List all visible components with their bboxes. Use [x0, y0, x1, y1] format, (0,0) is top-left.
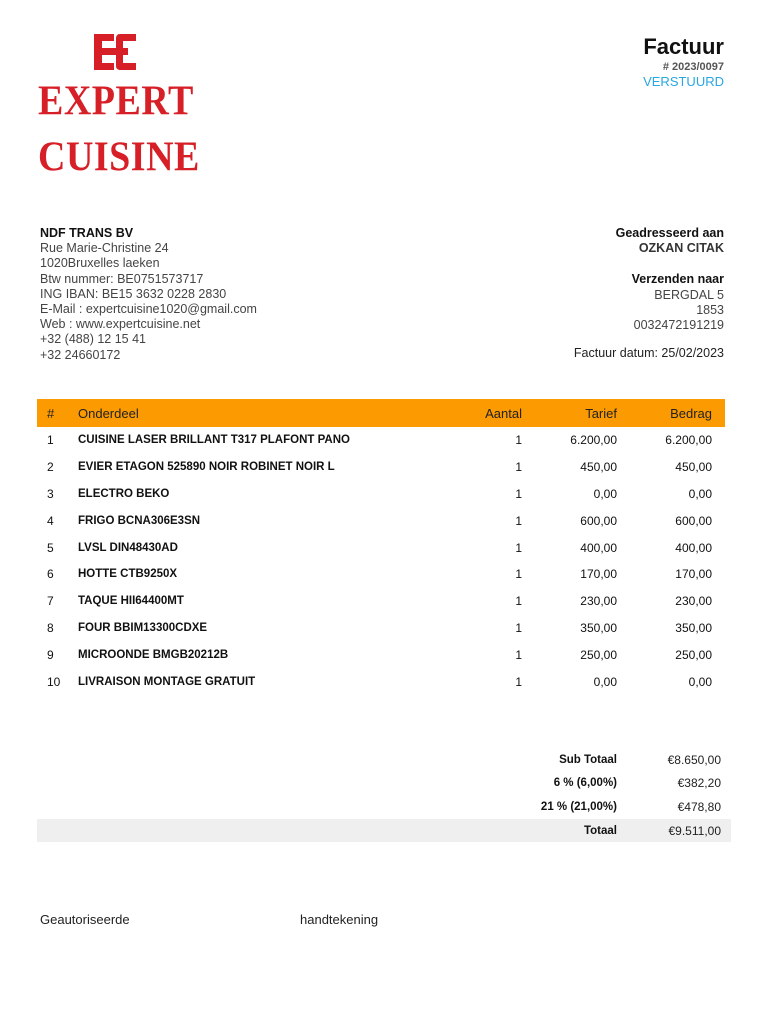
table-row — [37, 507, 725, 534]
seller-iban: ING IBAN: BE15 3632 0228 2830 — [40, 286, 227, 301]
item-number: 7 — [47, 594, 54, 609]
item-description: HOTTE CTB9250X — [78, 568, 178, 581]
seller-name: NDF TRANS BV — [40, 226, 134, 240]
seller-vat: Btw nummer: BE0751573717 — [40, 271, 204, 286]
item-rate: 0,00 — [593, 486, 617, 501]
item-quantity: 1 — [515, 433, 522, 448]
subtotal-row — [37, 748, 731, 772]
tax-6-value: €382,20 — [677, 776, 721, 791]
logo-word-cuisine: CUISINE — [38, 133, 200, 181]
table-row — [37, 615, 725, 642]
item-quantity: 1 — [515, 513, 522, 528]
tax-6-label: 6 % (6,00%) — [553, 777, 617, 790]
item-rate: 250,00 — [580, 647, 617, 662]
item-rate: 450,00 — [580, 460, 617, 475]
seller-web: Web : www.expertcuisine.net — [40, 317, 201, 332]
invoice-date: Factuur datum: 25/02/2023 — [573, 346, 724, 361]
table-row — [37, 561, 725, 588]
ship-to-street: BERGDAL 5 — [654, 287, 724, 302]
items-table — [37, 399, 725, 695]
table-row — [37, 588, 725, 615]
item-quantity: 1 — [515, 674, 522, 689]
seller-street: Rue Marie-Christine 24 — [40, 241, 169, 256]
item-number: 4 — [47, 513, 54, 528]
item-number: 10 — [47, 674, 61, 689]
item-description: ELECTRO BEKO — [78, 487, 170, 500]
company-logo — [38, 30, 200, 181]
item-amount: 250,00 — [675, 647, 712, 662]
total-label: Totaal — [583, 824, 617, 837]
subtotal-value: €8.650,00 — [667, 752, 721, 767]
item-description: EVIER ETAGON 525890 NOIR ROBINET NOIR L — [78, 461, 335, 474]
seller-city: 1020Bruxelles laeken — [40, 256, 160, 271]
item-rate: 400,00 — [580, 540, 617, 555]
ship-to-phone: 0032472191219 — [633, 318, 724, 333]
item-number: 2 — [47, 460, 54, 475]
item-quantity: 1 — [515, 594, 522, 609]
item-description: TAQUE HII64400MT — [78, 595, 184, 608]
item-rate: 600,00 — [580, 513, 617, 528]
item-amount: 450,00 — [675, 460, 712, 475]
table-row — [37, 427, 725, 454]
total-value: €9.511,00 — [668, 823, 721, 838]
recipient-block — [574, 226, 724, 361]
ship-to-label: Verzenden naar — [631, 272, 724, 287]
item-rate: 6.200,00 — [570, 433, 617, 448]
item-amount: 600,00 — [675, 513, 712, 528]
item-number: 1 — [47, 433, 54, 448]
seller-address-block — [40, 226, 257, 363]
item-rate: 230,00 — [580, 594, 617, 609]
item-amount: 0,00 — [688, 674, 712, 689]
table-row — [37, 641, 725, 668]
seller-phone-1: +32 (488) 12 15 41 — [40, 332, 146, 347]
col-header-description: Onderdeel — [78, 405, 139, 421]
item-amount: 0,00 — [688, 486, 712, 501]
col-header-quantity: Aantal — [485, 405, 522, 421]
addressed-to-name: OZKAN CITAK — [638, 241, 724, 256]
item-number: 6 — [47, 567, 54, 582]
invoice-number: # 2023/0097 — [662, 61, 724, 73]
item-number: 8 — [47, 620, 54, 635]
table-row — [37, 481, 725, 508]
totals-block — [37, 748, 731, 842]
table-row — [37, 454, 725, 481]
item-amount: 350,00 — [675, 620, 712, 635]
item-description: MICROONDE BMGB20212B — [78, 648, 229, 661]
col-header-num: # — [47, 405, 55, 421]
item-number: 3 — [47, 486, 54, 501]
tax-21-label: 21 % (21,00%) — [540, 800, 617, 813]
item-quantity: 1 — [515, 567, 522, 582]
total-row — [37, 819, 731, 843]
seller-phone-2: +32 24660172 — [40, 347, 121, 362]
items-table-header — [37, 399, 725, 427]
item-amount: 170,00 — [675, 567, 712, 582]
item-amount: 400,00 — [675, 540, 712, 555]
ship-to-postcode: 1853 — [696, 302, 724, 317]
item-description: FRIGO BCNA306E3SN — [78, 514, 201, 527]
invoice-status: VERSTUURD — [643, 74, 724, 89]
authorized-label: Geautoriseerde — [40, 912, 130, 927]
item-quantity: 1 — [515, 460, 522, 475]
col-header-amount: Bedrag — [670, 405, 712, 421]
item-quantity: 1 — [515, 486, 522, 501]
signature-label: handtekening — [300, 912, 379, 927]
seller-email: E-Mail : expertcuisine1020@gmail.com — [40, 302, 257, 317]
item-description: FOUR BBIM13300CDXE — [78, 621, 208, 634]
item-quantity: 1 — [515, 540, 522, 555]
item-rate: 0,00 — [593, 674, 617, 689]
expert-cuisine-logo-icon — [90, 30, 140, 74]
addressed-to-label: Geadresseerd aan — [615, 226, 724, 240]
item-number: 5 — [47, 540, 54, 555]
item-number: 9 — [47, 647, 54, 662]
item-rate: 350,00 — [580, 620, 617, 635]
item-description: LIVRAISON MONTAGE GRATUIT — [78, 675, 256, 688]
subtotal-label: Sub Totaal — [559, 753, 617, 766]
item-quantity: 1 — [515, 620, 522, 635]
item-description: CUISINE LASER BRILLANT T317 PLAFONT PANO — [78, 434, 350, 447]
tax-6-row — [37, 772, 731, 796]
tax-21-row — [37, 795, 731, 819]
logo-word-expert: EXPERT — [38, 77, 194, 125]
invoice-heading — [643, 34, 724, 90]
invoice-title: Factuur — [643, 34, 724, 59]
item-amount: 230,00 — [675, 594, 712, 609]
item-amount: 6.200,00 — [665, 433, 712, 448]
tax-21-value: €478,80 — [677, 799, 721, 814]
item-quantity: 1 — [515, 647, 522, 662]
table-row — [37, 668, 725, 695]
col-header-rate: Tarief — [585, 405, 617, 421]
item-rate: 170,00 — [580, 567, 617, 582]
table-row — [37, 534, 725, 561]
item-description: LVSL DIN48430AD — [78, 541, 178, 554]
